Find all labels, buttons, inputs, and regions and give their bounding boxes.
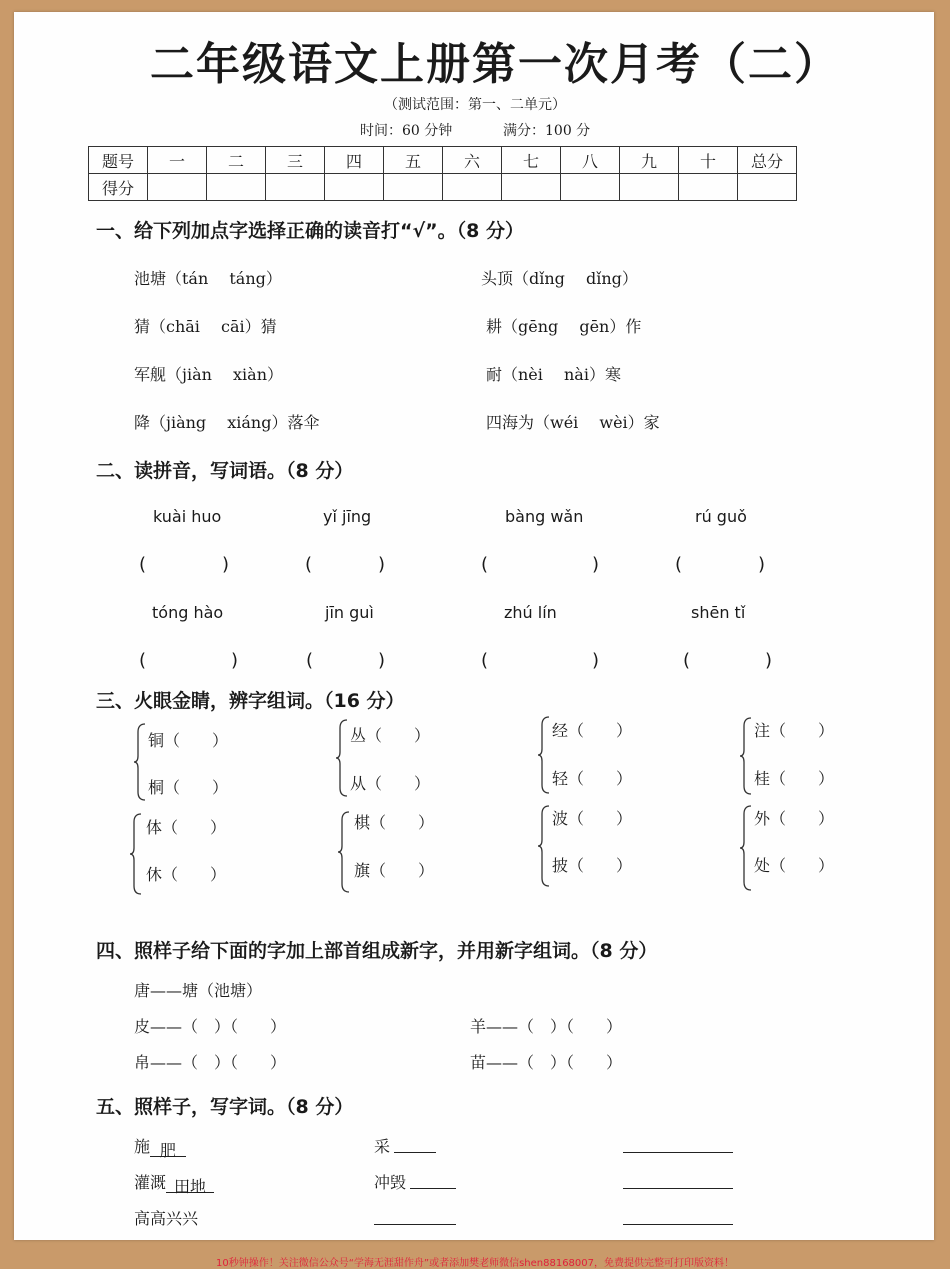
score-cell[interactable]	[679, 174, 738, 201]
answer-paren-close: )	[758, 554, 766, 575]
table-cell: 一	[148, 147, 207, 174]
example-word: 高高兴兴	[134, 1209, 199, 1228]
table-cell: 二	[207, 147, 266, 174]
pinyin-choice-item[interactable]: 耐（nèi nài）寒	[486, 365, 621, 384]
section-5-heading: 五、照样子，写字词。（8 分）	[96, 1096, 354, 1118]
table-cell: 十	[679, 147, 738, 174]
answer-paren-open: (	[481, 650, 489, 671]
example-word	[134, 1134, 186, 1160]
word-group-item[interactable]: 旗（ ）	[354, 861, 435, 880]
word-group-item[interactable]: 丛（ ）	[350, 726, 431, 745]
radical-item[interactable]: 羊——（ ）（ ）	[470, 1017, 623, 1036]
pinyin-prompt: bàng wǎn	[505, 507, 584, 526]
pinyin-prompt: rú guǒ	[695, 507, 747, 526]
brace-icon	[336, 718, 348, 798]
answer-paren-close: )	[231, 650, 239, 671]
score-cell[interactable]	[325, 174, 384, 201]
brace-icon	[740, 804, 752, 892]
score-cell[interactable]	[443, 174, 502, 201]
answer-paren-open: (	[305, 554, 313, 575]
example-word-part: 施	[134, 1137, 151, 1156]
example-word	[134, 1170, 214, 1196]
word-group-item[interactable]: 披（ ）	[552, 856, 633, 875]
section-3-heading: 三、火眼金睛，辨字组词。（16 分）	[96, 690, 405, 712]
answer-paren-open: (	[683, 650, 691, 671]
word-group-item[interactable]: 体（ ）	[146, 818, 227, 837]
score-cell[interactable]	[620, 174, 679, 201]
word-group-item[interactable]: 处（ ）	[754, 856, 835, 875]
table-cell: 总分	[738, 147, 797, 174]
score-cell[interactable]	[384, 174, 443, 201]
table-cell: 得分	[89, 174, 148, 201]
pinyin-prompt: jīn guì	[325, 603, 374, 622]
answer-blank[interactable]	[623, 1188, 733, 1189]
pinyin-prompt: yǐ jīng	[323, 507, 372, 526]
question-word: 采	[374, 1137, 391, 1156]
score-cell[interactable]	[207, 174, 266, 201]
answer-paren-close: )	[378, 554, 386, 575]
pinyin-choice-item[interactable]: 头顶（dǐng dǐng）	[481, 269, 638, 288]
pinyin-choice-item[interactable]: 四海为（wéi wèi）家	[486, 413, 660, 432]
word-group-item[interactable]: 休（ ）	[146, 865, 227, 884]
pinyin-prompt: tóng hào	[152, 603, 224, 622]
full-score: 满分：100 分	[503, 123, 591, 139]
radical-item[interactable]: 皮——（ ）（ ）	[134, 1017, 287, 1036]
radical-item[interactable]: 苗——（ ）（ ）	[470, 1053, 623, 1072]
question-word: 冲毁	[374, 1173, 407, 1192]
table-cell: 七	[502, 147, 561, 174]
pinyin-choice-item[interactable]: 军舰（jiàn xiàn）	[134, 365, 283, 384]
word-group-item[interactable]: 从（ ）	[350, 774, 431, 793]
pinyin-choice-item[interactable]: 耕（gēng gēn）作	[486, 317, 642, 336]
example-word-underlined: 田地	[166, 1174, 214, 1193]
answer-paren-close: )	[378, 650, 386, 671]
score-cell[interactable]	[148, 174, 207, 201]
answer-blank[interactable]	[394, 1152, 436, 1153]
word-group-item[interactable]: 棋（ ）	[354, 813, 435, 832]
brace-icon	[134, 722, 146, 802]
answer-paren-close: )	[222, 554, 230, 575]
answer-paren-open: (	[139, 554, 147, 575]
answer-paren-close: )	[765, 650, 773, 671]
table-cell: 题号	[89, 147, 148, 174]
word-group-item[interactable]: 注（ ）	[754, 721, 835, 740]
pinyin-choice-item[interactable]: 降（jiàng xiáng）落伞	[134, 413, 320, 432]
table-cell: 三	[266, 147, 325, 174]
score-table-score-row	[89, 174, 797, 201]
brace-icon	[538, 804, 550, 888]
section-4-heading: 四、照样子给下面的字加上部首组成新字，并用新字组词。（8 分）	[96, 940, 658, 962]
exam-time: 时间：60 分钟	[360, 123, 453, 139]
footer-notice: 10秒钟操作！关注微信公众号“学海无涯甜作舟”或者添加樊老师微信shen88168007，免费提供完整可打印版资料！	[215, 1258, 735, 1269]
answer-blank[interactable]	[623, 1152, 733, 1153]
pinyin-prompt: kuài huo	[153, 507, 222, 526]
brace-icon	[740, 716, 752, 796]
word-group-item[interactable]: 波（ ）	[552, 809, 633, 828]
pinyin-choice-item[interactable]: 猜（chāi cāi）猜	[134, 317, 277, 336]
answer-paren-open: (	[675, 554, 683, 575]
table-cell: 八	[561, 147, 620, 174]
answer-blank[interactable]	[623, 1224, 733, 1225]
pinyin-prompt: zhú lín	[504, 603, 557, 622]
word-group-item[interactable]: 轻（ ）	[552, 769, 633, 788]
section-2-heading: 二、读拼音，写词语。（8 分）	[96, 460, 354, 482]
word-group-item[interactable]: 桂（ ）	[754, 769, 835, 788]
answer-paren-close: )	[592, 554, 600, 575]
answer-paren-open: (	[306, 650, 314, 671]
score-table-header-row	[89, 147, 797, 174]
example-word-part: 灌溉	[134, 1173, 167, 1192]
table-cell: 六	[443, 147, 502, 174]
answer-paren-open: (	[481, 554, 489, 575]
table-cell: 四	[325, 147, 384, 174]
example-item: 唐——塘（池塘）	[134, 981, 263, 1000]
table-cell: 九	[620, 147, 679, 174]
page-title: 二年级语文上册第一次月考（二）	[150, 39, 840, 90]
answer-paren-close: )	[592, 650, 600, 671]
answer-blank[interactable]	[410, 1188, 456, 1189]
score-table	[88, 146, 797, 201]
word-group-item[interactable]: 经（ ）	[552, 721, 633, 740]
score-cell[interactable]	[502, 174, 561, 201]
brace-icon	[538, 715, 550, 795]
word-group-item[interactable]: 外（ ）	[754, 809, 835, 828]
word-group-item[interactable]: 铜（ ）	[148, 731, 229, 750]
example-word-underlined: 肥	[150, 1138, 186, 1157]
section-1-heading: 一、给下列加点字选择正确的读音打“√”。（8 分）	[96, 220, 524, 242]
radical-item[interactable]: 帛——（ ）（ ）	[134, 1053, 287, 1072]
brace-icon	[130, 812, 142, 896]
brace-icon	[338, 810, 350, 894]
answer-paren-open: (	[139, 650, 147, 671]
score-cell[interactable]	[561, 174, 620, 201]
answer-blank[interactable]	[374, 1224, 456, 1225]
score-cell[interactable]	[738, 174, 797, 201]
pinyin-choice-item[interactable]: 池塘（tán táng）	[134, 269, 282, 288]
pinyin-prompt: shēn tǐ	[691, 603, 746, 622]
test-range: （测试范围：第一、二单元）	[384, 97, 566, 113]
table-cell: 五	[384, 147, 443, 174]
score-cell[interactable]	[266, 174, 325, 201]
word-group-item[interactable]: 桐（ ）	[148, 778, 229, 797]
